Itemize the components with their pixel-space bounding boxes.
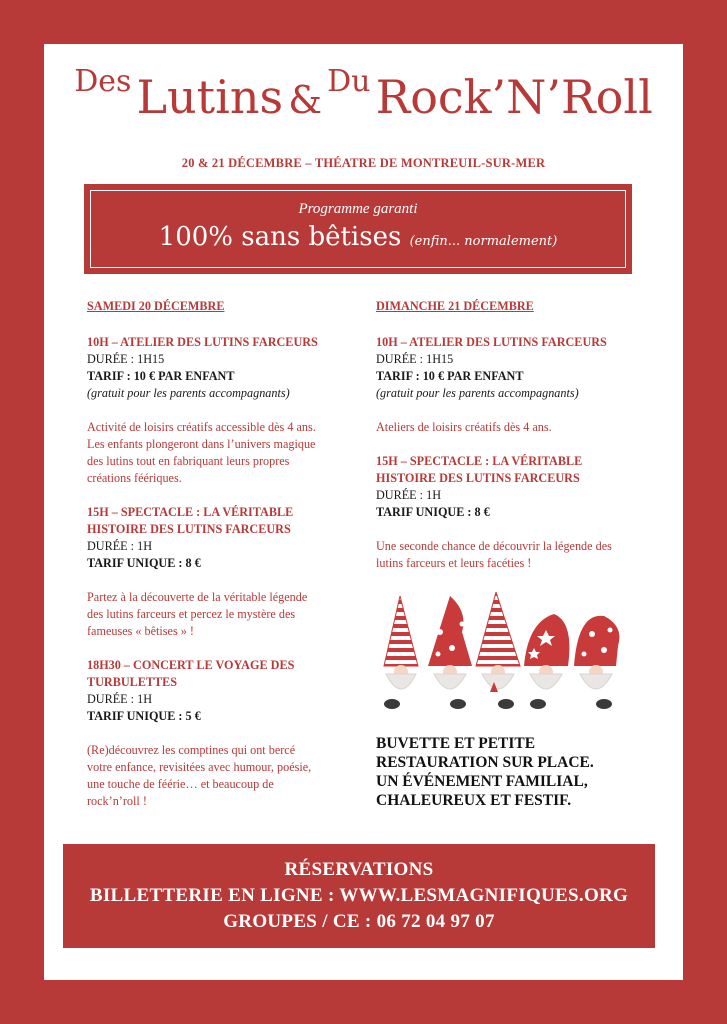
sat-event2-title-1: 15H – SPECTACLE : LA VÉRITABLE bbox=[87, 505, 294, 519]
sat-event2-title-2: HISTOIRE DES LUTINS FARCEURS bbox=[87, 522, 291, 536]
sun-event1-price: TARIF : 10 € PAR ENFANT bbox=[376, 369, 524, 383]
saturday-heading: SAMEDI 20 DÉCEMBRE bbox=[87, 299, 225, 313]
sat-event2-desc-2: des lutins farceurs et percez le mystère des bbox=[87, 607, 296, 621]
title-des: Des bbox=[74, 64, 132, 99]
gnomes-illustration bbox=[378, 592, 628, 714]
sat-event1-title: 10H – ATELIER DES LUTINS FARCEURS bbox=[87, 335, 318, 349]
saturday-column bbox=[87, 298, 357, 810]
title-amp: & bbox=[288, 78, 323, 122]
gnome-1 bbox=[384, 596, 418, 709]
gnome-4 bbox=[524, 614, 569, 709]
reservations-box bbox=[63, 844, 655, 948]
title-du: Du bbox=[327, 64, 371, 99]
title-rock: Rock’N’Roll bbox=[375, 70, 653, 124]
festif-line-3: UN ÉVÉNEMENT FAMILIAL, bbox=[376, 773, 588, 790]
festif-message bbox=[376, 734, 646, 810]
sun-event1-duration: DURÉE : 1H15 bbox=[376, 352, 454, 366]
sat-event1-desc-1: Activité de loisirs créatifs accessible dès 4 ans. bbox=[87, 420, 316, 434]
poster-title bbox=[44, 64, 683, 124]
sat-event2-duration: DURÉE : 1H bbox=[87, 539, 152, 553]
banner-guarantee: 100% sans bêtises bbox=[158, 222, 402, 252]
sat-event2-price: TARIF UNIQUE : 8 € bbox=[87, 556, 201, 570]
sat-event2-desc-1: Partez à la découverte de la véritable légende bbox=[87, 590, 308, 604]
festif-line-2: RESTAURATION SUR PLACE. bbox=[376, 754, 594, 771]
sat-event3-desc-4: rock’n’roll ! bbox=[87, 794, 147, 808]
sun-event1-desc: Ateliers de loisirs créatifs dès 4 ans. bbox=[376, 420, 552, 434]
sat-event3-price: TARIF UNIQUE : 5 € bbox=[87, 709, 201, 723]
banner-frame bbox=[90, 190, 626, 268]
sat-event1-note: (gratuit pour les parents accompagnants) bbox=[87, 386, 290, 400]
sun-event2-desc-2: lutins farceurs et leurs facéties ! bbox=[376, 556, 532, 570]
sat-event3-duration: DURÉE : 1H bbox=[87, 692, 152, 706]
sun-event2-title-1: 15H – SPECTACLE : LA VÉRITABLE bbox=[376, 454, 583, 468]
sat-event3-desc-3: une touche de féérie… et beaucoup de bbox=[87, 777, 274, 791]
sun-event2-price: TARIF UNIQUE : 8 € bbox=[376, 505, 490, 519]
festif-line-1: BUVETTE ET PETITE bbox=[376, 735, 536, 752]
sun-event1-note: (gratuit pour les parents accompagnants) bbox=[376, 386, 579, 400]
sat-event3-title-1: 18H30 – CONCERT LE VOYAGE DES bbox=[87, 658, 295, 672]
sat-event1-desc-2: Les enfants plongeront dans l’univers magique bbox=[87, 437, 316, 451]
event-dates-venue: 20 & 21 DÉCEMBRE – THÉATRE DE MONTREUIL-SUR-MER bbox=[181, 156, 546, 170]
sat-event3-title-2: TURBULETTES bbox=[87, 675, 178, 689]
sat-event1-duration: DURÉE : 1H15 bbox=[87, 352, 165, 366]
sat-event3-desc-1: (Re)découvrez les comptines qui ont bercé bbox=[87, 743, 296, 757]
sat-event1-desc-4: créations féériques. bbox=[87, 471, 182, 485]
gnome-2 bbox=[428, 596, 472, 709]
sun-event2-title-2: HISTOIRE DES LUTINS FARCEURS bbox=[376, 471, 580, 485]
banner-line-2 bbox=[91, 222, 625, 252]
reservations-title: RÉSERVATIONS bbox=[284, 859, 434, 880]
banner-line-1: Programme garanti bbox=[298, 201, 418, 217]
sunday-heading: DIMANCHE 21 DÉCEMBRE bbox=[376, 299, 534, 313]
gnome-3 bbox=[476, 592, 520, 709]
sat-event2-desc-3: fameuses « bêtises » ! bbox=[87, 624, 194, 638]
sat-event1-price: TARIF : 10 € PAR ENFANT bbox=[87, 369, 235, 383]
gnome-5 bbox=[574, 616, 619, 709]
sat-event1-desc-3: des lutins tout en fabriquant leurs propres bbox=[87, 454, 290, 468]
programme-banner bbox=[84, 184, 632, 274]
sunday-column bbox=[376, 298, 646, 572]
poster-sheet bbox=[44, 44, 683, 980]
title-lutins: Lutins bbox=[136, 70, 284, 124]
sun-event1-title: 10H – ATELIER DES LUTINS FARCEURS bbox=[376, 335, 607, 349]
reservations-online[interactable]: BILLETTERIE EN LIGNE : WWW.LESMAGNIFIQUES.ORG bbox=[89, 885, 629, 906]
sun-event2-duration: DURÉE : 1H bbox=[376, 488, 441, 502]
banner-paren: (enfin... normalement) bbox=[409, 234, 558, 249]
sun-event2-desc-1: Une seconde chance de découvrir la légende des bbox=[376, 539, 612, 553]
reservations-groups[interactable]: GROUPES / CE : 06 72 04 97 07 bbox=[223, 911, 495, 932]
festif-line-4: CHALEUREUX ET FESTIF. bbox=[376, 792, 572, 809]
sat-event3-desc-2: votre enfance, revisitées avec humour, poésie, bbox=[87, 760, 312, 774]
